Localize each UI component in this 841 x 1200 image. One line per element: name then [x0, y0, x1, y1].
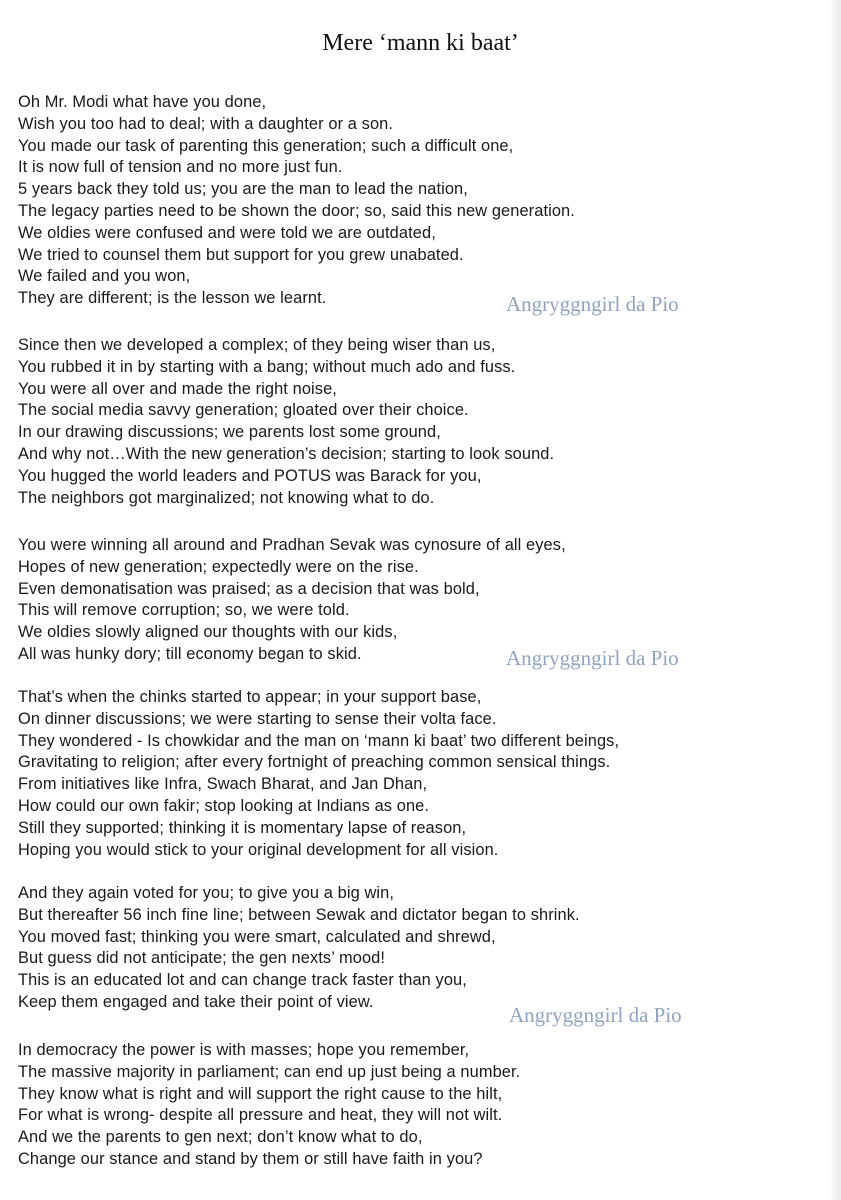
poem-line: You made our task of parenting this generation; such a difficult one,	[18, 136, 514, 155]
poem-line: That’s when the chinks started to appear; in your support base,	[18, 688, 482, 706]
poem-line: You rubbed it in by starting with a bang; without much ado and fuss.	[18, 357, 516, 376]
poem-line: And they again voted for you; to give you a big win,	[18, 884, 395, 902]
poem-line: In democracy the power is with masses; hope you remember,	[18, 1041, 470, 1059]
poem-line: You moved fast; thinking you were smart, calculated and shrewd,	[18, 927, 496, 946]
poem-line: Wish you too had to deal; with a daughter or a son.	[18, 114, 394, 133]
poem-line: Change our stance and stand by them or still have faith in you?	[18, 1149, 483, 1168]
poem-line: They know what is right and will support the right cause to the hilt,	[18, 1084, 503, 1103]
poem-line: Hopes of new generation; expectedly were on the rise.	[18, 557, 419, 576]
poem-line: The massive majority in parliament; can end up just being a number.	[18, 1062, 521, 1081]
stanza-5	[18, 883, 818, 1014]
poem-line: The social media savvy generation; gloated over their choice.	[18, 401, 469, 420]
poem-line: All was hunky dory; till economy began to skid.	[18, 644, 362, 663]
poem-line: Keep them engaged and take their point of view.	[18, 992, 374, 1011]
poem-line: On dinner discussions; we were starting to sense their volta face.	[18, 709, 497, 728]
stanza-4	[18, 687, 818, 861]
poem-line: Still they supported; thinking it is momentary lapse of reason,	[18, 818, 467, 837]
poem-line: It is now full of tension and no more just fun.	[18, 158, 343, 177]
poem-line: You were all over and made the right noise,	[18, 379, 337, 398]
watermark-2: Angryggngirl da Pio	[506, 646, 679, 670]
stanza-6	[18, 1040, 818, 1171]
poem-line: We failed and you won,	[18, 267, 191, 286]
poem-line: Gravitating to religion; after every fortnight of preaching common sensical things.	[18, 753, 611, 772]
poem-line: For what is wrong- despite all pressure and heat, they will not wilt.	[18, 1106, 503, 1125]
poem-line: Even demonatisation was praised; as a decision that was bold,	[18, 579, 480, 598]
stanza-1	[18, 92, 818, 310]
stanza-3	[18, 535, 818, 666]
poem-line: 5 years back they told us; you are the man to lead the nation,	[18, 180, 468, 199]
poem-line: From initiatives like Infra, Swach Bharat, and Jan Dhan,	[18, 775, 428, 794]
poem-line: We tried to counsel them but support for you grew unabated.	[18, 245, 464, 264]
poem-line: This will remove corruption; so, we were told.	[18, 601, 350, 620]
poem-line: This is an educated lot and can change track faster than you,	[18, 971, 467, 990]
poem-line: Since then we developed a complex; of they being wiser than us,	[18, 336, 496, 354]
poem-line: The neighbors got marginalized; not knowing what to do.	[18, 488, 435, 507]
poem-line: The legacy parties need to be shown the door; so, said this new generation.	[18, 201, 575, 220]
watermark-1: Angryggngirl da Pio	[506, 292, 679, 316]
poem-line: But guess did not anticipate; the gen nexts’ mood!	[18, 949, 386, 968]
poem-line: We oldies slowly aligned our thoughts with our kids,	[18, 623, 398, 642]
poem-title: Mere ‘mann ki baat’	[322, 30, 519, 56]
poem-line: They wondered - Is chowkidar and the man on ‘mann ki baat’ two different beings,	[18, 731, 620, 750]
poem-line: You hugged the world leaders and POTUS was Barack for you,	[18, 466, 482, 485]
poem-line: But thereafter 56 inch fine line; between Sewak and dictator began to shrink.	[18, 905, 580, 924]
poem-line: Oh Mr. Modi what have you done,	[18, 93, 267, 111]
poem-line: How could our own fakir; stop looking at Indians as one.	[18, 796, 430, 815]
poem-line: And we the parents to gen next; don’t know what to do,	[18, 1128, 423, 1147]
poem-line: We oldies were confused and were told we are outdated,	[18, 223, 436, 242]
page-edge-shadow	[827, 0, 841, 1200]
poem-line: Hoping you would stick to your original development for all vision.	[18, 840, 499, 859]
poem-line: In our drawing discussions; we parents lost some ground,	[18, 423, 441, 442]
poem-line: They are different; is the lesson we learnt.	[18, 289, 327, 308]
poem-line: And why not…With the new generation’s decision; starting to look sound.	[18, 444, 555, 463]
poem-line: You were winning all around and Pradhan Sevak was cynosure of all eyes,	[18, 536, 566, 554]
stanza-2	[18, 335, 818, 509]
watermark-3: Angryggngirl da Pio	[509, 1003, 682, 1027]
